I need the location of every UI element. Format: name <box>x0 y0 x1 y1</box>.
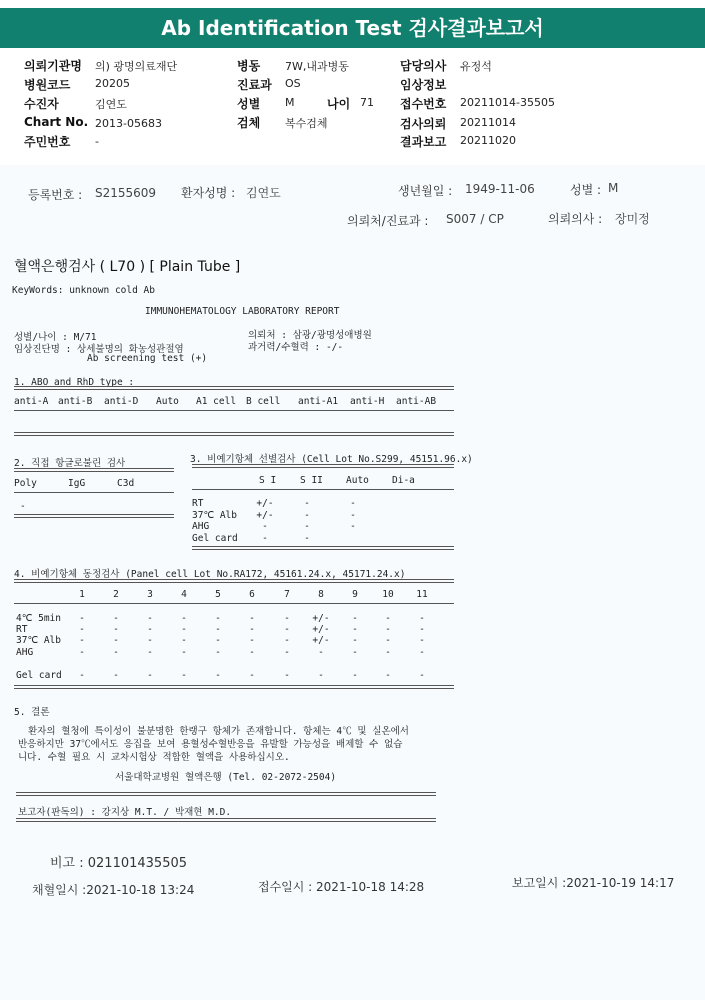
ssn-value: - <box>95 135 99 148</box>
s4-cell: - <box>147 613 153 624</box>
s1-header: anti-A1 <box>298 396 339 407</box>
section1-rule <box>14 386 454 390</box>
reporter: 보고자(판독의) : 강지상 M.T. / 박재현 M.D. <box>18 807 232 818</box>
clinical-label: 임상정보 <box>400 78 447 92</box>
receipt-label: 접수번호 <box>400 97 447 111</box>
s4-cell: - <box>79 647 85 658</box>
s4-cell: - <box>284 635 290 646</box>
report-title: Ab Identification Test 검사결과보고서 <box>161 16 544 40</box>
s4-cell: - <box>284 647 290 658</box>
section1-rule-3 <box>14 432 454 436</box>
ward-label: 병동 <box>237 59 261 73</box>
s4-cell: - <box>318 670 324 681</box>
s4-header: 6 <box>249 589 255 600</box>
s3-cell: - <box>350 521 356 532</box>
s4-cell: - <box>113 670 119 681</box>
s4-cell: - <box>352 647 358 658</box>
s4-cell: - <box>181 670 187 681</box>
note: 비고 : 021101435505 <box>50 856 188 871</box>
s4-cell: - <box>249 613 255 624</box>
s4-cell: - <box>147 670 153 681</box>
age-label: 나이 <box>327 97 351 111</box>
s2-header: Poly <box>14 478 37 489</box>
s4-cell: - <box>249 670 255 681</box>
s4-header: 1 <box>79 589 85 600</box>
s3-cell: - <box>304 532 310 544</box>
s4-cell: - <box>147 635 153 646</box>
reg-value: S2155609 <box>95 186 157 200</box>
s4-header: 2 <box>113 589 119 600</box>
reporter-rule <box>16 792 436 796</box>
section2-title: 2. 직접 항글로불린 검사 <box>14 458 126 469</box>
section1-rule-2 <box>14 410 454 411</box>
section4-rule-2 <box>14 603 454 604</box>
refdept-label: 의뢰처/진료과 : <box>347 214 429 228</box>
sex-value: M <box>285 96 295 109</box>
section5-title: 5. 결론 <box>14 707 50 718</box>
s3-cell: - <box>304 498 310 509</box>
s3-cell: - <box>350 509 356 521</box>
reported-value: 20211020 <box>460 134 516 147</box>
s3-header: Auto <box>346 475 369 486</box>
section1-title: 1. ABO and RhD type : <box>14 377 135 388</box>
s4-cell: - <box>79 670 85 681</box>
s4-cell: - <box>215 647 221 658</box>
s4-header: 7 <box>284 589 290 600</box>
s3-row-label: RT <box>192 498 204 509</box>
referrer: 의뢰처 : 삼광/광명성애병원 <box>248 330 372 341</box>
section3-rule-2 <box>192 489 454 490</box>
s3-row-label: AHG <box>192 521 210 532</box>
s4-cell: - <box>419 624 425 635</box>
s4-cell: - <box>215 670 221 681</box>
s4-header: 9 <box>352 589 358 600</box>
section4-title: 4. 비예기항체 동정검사 (Panel cell Lot No.RA172, 45161.24.x, 45171.24.x) <box>14 569 406 580</box>
s1-header: anti-B <box>58 396 93 407</box>
s1-header: Auto <box>156 396 179 407</box>
s4-header: 3 <box>147 589 153 600</box>
collected-time: 채혈일시 :2021-10-18 13:24 <box>32 883 195 897</box>
s4-cell: - <box>181 635 187 646</box>
s4-cell: - <box>352 624 358 635</box>
report-heading: IMMUNOHEMATOLOGY LABORATORY REPORT <box>145 306 340 317</box>
s4-cell: - <box>419 647 425 658</box>
dob-value: 1949-11-06 <box>465 182 535 196</box>
s3-cell: - <box>262 532 268 544</box>
s3-cell: - <box>262 521 268 532</box>
hospital-code-label: 병원코드 <box>24 78 71 92</box>
s4-cell: - <box>284 670 290 681</box>
s4-cell: - <box>249 647 255 658</box>
reporter-rule-2 <box>16 818 436 822</box>
chart-label: Chart No. <box>24 115 89 129</box>
s1-header: B cell <box>246 396 281 407</box>
conclusion-line-3: 니다. 수혈 필요 시 교차시험상 적합한 혈액을 사용하십시오. <box>18 752 290 763</box>
institution-value: 의) 광명의료재단 <box>95 60 178 73</box>
s4-cell: - <box>181 624 187 635</box>
dept-label: 진료과 <box>237 78 272 92</box>
s4-cell: - <box>419 670 425 681</box>
keywords: KeyWords: unknown cold Ab <box>12 285 155 296</box>
s4-cell: - <box>215 635 221 646</box>
requested-value: 20211014 <box>460 116 516 129</box>
s4-cell: - <box>147 624 153 635</box>
s1-header: anti-A <box>14 396 49 407</box>
s4-cell: +/- <box>312 613 330 624</box>
s4-row-label: 4℃ 5min <box>16 613 61 624</box>
s1-header: A1 cell <box>196 396 237 407</box>
s4-row-label: AHG <box>16 647 34 658</box>
s4-cell: - <box>385 670 391 681</box>
requested-label: 검사의뢰 <box>400 117 447 131</box>
dept-value: OS <box>285 77 301 90</box>
s4-cell: - <box>352 670 358 681</box>
s4-cell: +/- <box>312 635 330 646</box>
history: 과거력/수혈력 : -/- <box>248 342 344 353</box>
test-title: 혈액은행검사 ( L70 ) [ Plain Tube ] <box>14 259 241 275</box>
s4-cell: - <box>284 613 290 624</box>
age-value: 71 <box>360 96 374 109</box>
conclusion-line-2: 반응하지만 37℃에서도 응집을 보여 용혈성수혈반응을 유발할 가능성을 배제할 수 없습 <box>18 739 403 750</box>
hospital-code-value: 20205 <box>95 77 130 90</box>
section3-rule-3 <box>192 546 454 550</box>
specimen-value: 복수검체 <box>285 117 328 130</box>
s2-header: C3d <box>117 478 135 489</box>
received-time: 접수일시 : 2021-10-18 14:28 <box>258 880 425 894</box>
s3-cell: - <box>350 498 356 509</box>
dob-label: 생년월일 : <box>398 184 453 198</box>
section3-rule <box>192 464 454 468</box>
s4-cell: - <box>419 613 425 624</box>
s4-row-label: 37℃ Alb <box>16 635 61 646</box>
section4-rule <box>14 579 454 583</box>
doctor-value: 유정석 <box>460 60 492 73</box>
ward-value: 7W,내과병동 <box>285 60 349 73</box>
s3-cell: - <box>304 521 310 532</box>
patient-value: 김연도 <box>95 98 127 111</box>
s4-cell: +/- <box>312 624 330 635</box>
reported-time: 보고일시 :2021-10-19 14:17 <box>512 876 675 890</box>
scan-sex-value: M <box>608 181 619 195</box>
s4-row-label: RT <box>16 624 28 635</box>
s3-row-label: Gel card <box>192 532 238 544</box>
s1-header: anti-H <box>350 396 385 407</box>
s4-cell: - <box>113 624 119 635</box>
s4-header: 10 <box>382 589 394 600</box>
s4-cell: - <box>215 613 221 624</box>
s4-cell: - <box>147 647 153 658</box>
ssn-label: 주민번호 <box>24 135 71 149</box>
institution-label: 의뢰기관명 <box>24 59 82 73</box>
refdoc-label: 의뢰의사 : <box>548 212 603 226</box>
s4-cell: - <box>284 624 290 635</box>
conclusion-line-1: 환자의 혈청에 특이성이 불분명한 한랭구 항체가 존재합니다. 항체는 4℃ 및 실온에서 <box>28 726 409 737</box>
sex-age: 성별/나이 : M/71 <box>14 332 97 343</box>
reported-label: 결과보고 <box>400 135 447 149</box>
blood-bank: 서울대학교병원 혈액은행 (Tel. 02-2072-2504) <box>115 772 337 783</box>
chart-value: 2013-05683 <box>95 117 162 130</box>
section2-rule-2 <box>14 492 174 493</box>
refdoc-value: 장미정 <box>615 212 650 226</box>
s3-row-label: 37℃ Alb <box>192 509 237 521</box>
specimen-label: 검체 <box>237 116 261 130</box>
diagnosis-line2: Ab screening test (+) <box>87 353 208 364</box>
s3-cell: - <box>304 509 310 521</box>
s4-cell: - <box>181 613 187 624</box>
s4-cell: - <box>79 635 85 646</box>
s3-cell: +/- <box>256 509 274 521</box>
patient-label: 수진자 <box>24 97 59 111</box>
s4-cell: - <box>249 624 255 635</box>
s4-cell: - <box>113 635 119 646</box>
s4-cell: - <box>113 647 119 658</box>
reg-label: 등록번호 : <box>28 188 83 202</box>
name-label: 환자성명 : <box>181 186 236 200</box>
sex-label: 성별 <box>237 97 261 111</box>
refdept-value: S007 / CP <box>446 212 504 226</box>
s3-cell: +/- <box>256 498 274 509</box>
s4-cell: - <box>215 624 221 635</box>
s4-cell: - <box>385 613 391 624</box>
s4-row-label: Gel card <box>16 670 62 681</box>
s3-header: S II <box>300 475 323 486</box>
s4-header: 4 <box>181 589 187 600</box>
s3-header: S I <box>259 475 277 486</box>
section2-value: - <box>20 501 26 512</box>
s1-header: anti-AB <box>396 396 437 407</box>
section2-rule <box>14 468 174 472</box>
scan-sex-label: 성별 : <box>570 183 602 197</box>
s4-cell: - <box>419 635 425 646</box>
s4-cell: - <box>249 635 255 646</box>
section4-rule-3 <box>14 685 454 689</box>
s4-cell: - <box>79 613 85 624</box>
s3-header: Di-a <box>392 475 415 486</box>
s4-cell: - <box>385 635 391 646</box>
s2-header: IgG <box>68 478 86 489</box>
s4-cell: - <box>181 647 187 658</box>
diagnosis: 임상진단명 : 상세불명의 화농성관절염 <box>14 344 184 355</box>
s4-header: 8 <box>318 589 324 600</box>
s4-cell: - <box>79 624 85 635</box>
name-value: 김연도 <box>246 186 281 200</box>
s1-header: anti-D <box>104 396 139 407</box>
s4-header: 5 <box>215 589 221 600</box>
s4-cell: - <box>385 624 391 635</box>
section3-title: 3. 비예기항체 선별검사 (Cell Lot No.S299, 45151.96.x) <box>190 454 473 465</box>
s4-cell: - <box>385 647 391 658</box>
receipt-value: 20211014-35505 <box>460 96 555 109</box>
s4-cell: - <box>318 647 324 658</box>
section2-rule-3 <box>14 514 174 518</box>
s4-header: 11 <box>416 589 428 600</box>
s4-cell: - <box>113 613 119 624</box>
doctor-label: 담당의사 <box>400 59 447 73</box>
s4-cell: - <box>352 613 358 624</box>
s4-cell: - <box>352 635 358 646</box>
